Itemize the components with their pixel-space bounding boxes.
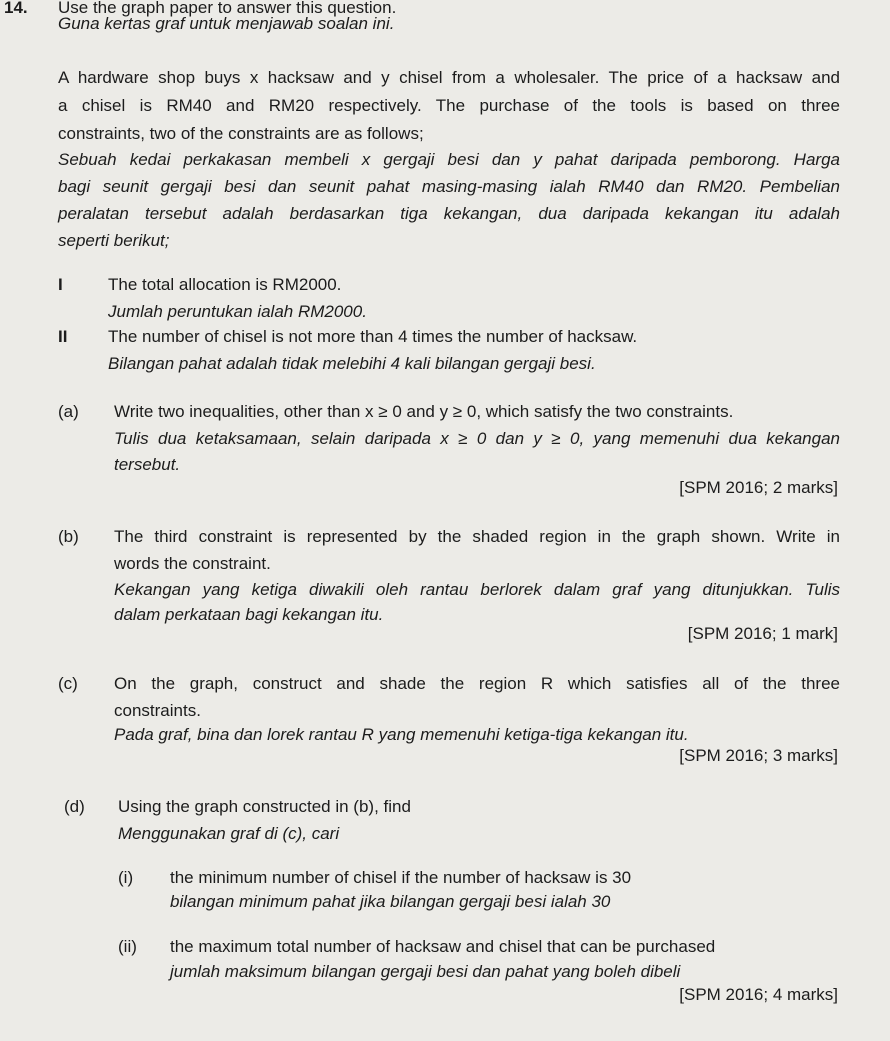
intro-en-line-2: a chisel is RM40 and RM20 respectively. The purchase of the tools is based on three (58, 96, 840, 115)
part-a-ms-line-2: tersebut. (114, 455, 181, 474)
constraint-1-en: The total allocation is RM2000. (108, 275, 342, 294)
part-b-marks: [SPM 2016; 1 mark] (687, 624, 838, 643)
part-a-en: Write two inequalities, other than x ≥ 0 and y ≥ 0, which satisfy the two constraints. (114, 402, 734, 421)
part-d-ii-label: (ii) (118, 937, 137, 956)
part-d-i-label: (i) (118, 868, 134, 887)
part-c-label: (c) (58, 674, 78, 693)
intro-en-line-3: constraints, two of the constraints are as follows; (58, 124, 424, 143)
part-a-marks: [SPM 2016; 2 marks] (679, 478, 838, 497)
part-d-ii-en: the maximum total number of hacksaw and chisel that can be purchased (170, 937, 716, 956)
part-d-en: Using the graph constructed in (b), find (118, 797, 411, 816)
part-b-en-line-2: words the constraint. (114, 554, 271, 573)
part-c-en-line-2: constraints. (114, 701, 201, 720)
intro-ms-line-1: Sebuah kedai perkakasan membeli x gergaji besi dan y pahat daripada pemborong. Harga (58, 150, 840, 169)
part-a-ms-line-1: Tulis dua ketaksamaan, selain daripada x ≥ 0 dan y ≥ 0, yang memenuhi dua kekangan (114, 429, 840, 448)
constraint-2-en: The number of chisel is not more than 4 times the number of hacksaw. (108, 327, 638, 346)
intro-ms-line-4: seperti berikut; (58, 231, 170, 250)
constraint-2-label: II (58, 327, 68, 346)
part-d-ms: Menggunakan graf di (c), cari (118, 824, 340, 843)
part-c-marks: [SPM 2016; 3 marks] (679, 746, 838, 765)
question-instruction-ms: Guna kertas graf untuk menjawab soalan ini. (58, 14, 395, 33)
part-b-label: (b) (58, 527, 79, 546)
question-instruction: Use the graph paper to answer this question. (58, 0, 397, 17)
part-d-ii-ms: jumlah maksimum bilangan gergaji besi dan pahat yang boleh dibeli (170, 962, 681, 981)
part-b-ms-line-2: dalam perkataan bagi kekangan itu. (114, 605, 384, 624)
part-d-marks: [SPM 2016; 4 marks] (679, 985, 838, 1004)
part-d-i-en: the minimum number of chisel if the number of hacksaw is 30 (170, 868, 632, 887)
part-a-label: (a) (58, 402, 79, 421)
constraint-1-label: I (58, 275, 63, 294)
part-c-en-line-1: On the graph, construct and shade the region R which satisfies all of the three (114, 674, 840, 693)
question-number: 14. (4, 0, 28, 17)
part-d-label: (d) (64, 797, 85, 816)
constraint-2-ms: Bilangan pahat adalah tidak melebihi 4 kali bilangan gergaji besi. (108, 354, 596, 373)
constraint-1-ms: Jumlah peruntukan ialah RM2000. (108, 302, 367, 321)
intro-en-line-1: A hardware shop buys x hacksaw and y chisel from a wholesaler. The price of a hacksaw and (58, 68, 840, 87)
part-b-en-line-1: The third constraint is represented by the shaded region in the graph shown. Write in (114, 527, 840, 546)
part-c-ms: Pada graf, bina dan lorek rantau R yang memenuhi ketiga-tiga kekangan itu. (114, 725, 689, 744)
part-d-i-ms: bilangan minimum pahat jika bilangan gergaji besi ialah 30 (170, 892, 611, 911)
intro-ms-line-3: peralatan tersebut adalah berdasarkan tiga kekangan, dua daripada kekangan itu adalah (58, 204, 840, 223)
part-b-ms-line-1: Kekangan yang ketiga diwakili oleh rantau berlorek dalam graf yang ditunjukkan. Tulis (114, 580, 840, 599)
intro-ms-line-2: bagi seunit gergaji besi dan seunit pahat masing-masing ialah RM40 dan RM20. Pembelian (58, 177, 840, 196)
